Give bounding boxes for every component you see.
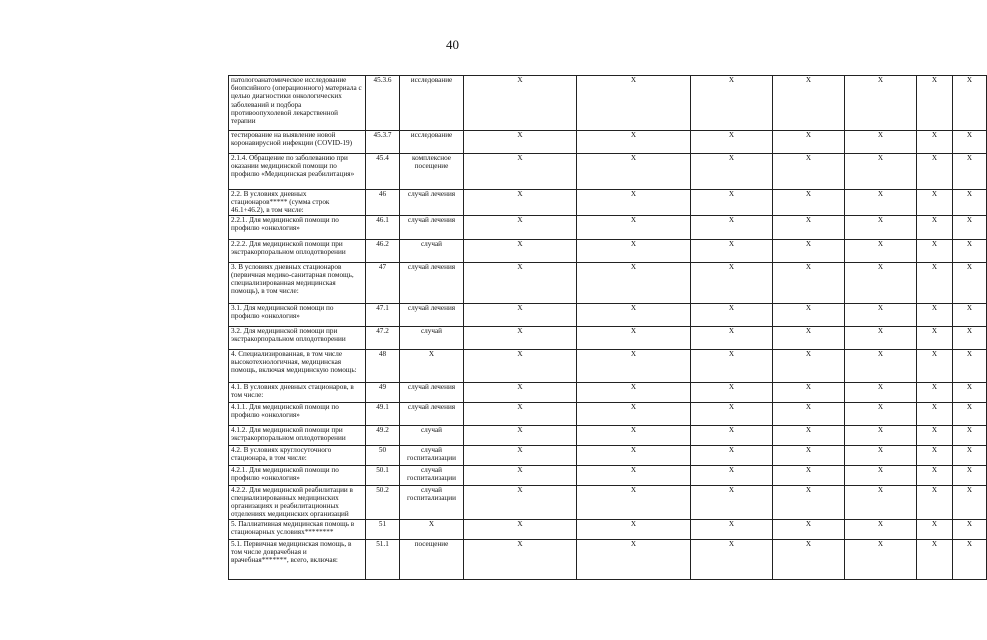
row-value-cell: X: [464, 76, 577, 131]
row-code-cell: 50.1: [366, 465, 400, 485]
row-value-cell: X: [953, 326, 987, 349]
row-value-cell: X: [845, 382, 917, 402]
row-value-cell: X: [577, 262, 691, 303]
row-value-cell: X: [917, 485, 953, 519]
row-value-cell: X: [577, 326, 691, 349]
row-value-cell: X: [917, 349, 953, 382]
row-value-cell: X: [953, 262, 987, 303]
row-value-cell: X: [773, 485, 845, 519]
row-value-cell: X: [917, 382, 953, 402]
row-value-cell: X: [773, 539, 845, 579]
row-value-cell: X: [953, 303, 987, 326]
row-value-cell: X: [773, 445, 845, 465]
row-value-cell: X: [577, 76, 691, 131]
row-value-cell: X: [917, 326, 953, 349]
row-value-cell: X: [691, 154, 773, 190]
row-code-cell: 45.4: [366, 154, 400, 190]
row-value-cell: X: [773, 382, 845, 402]
row-value-cell: X: [773, 402, 845, 425]
row-value-cell: X: [845, 131, 917, 154]
row-value-cell: X: [577, 239, 691, 262]
row-value-cell: X: [917, 76, 953, 131]
row-value-cell: X: [845, 154, 917, 190]
row-code-cell: 50.2: [366, 485, 400, 519]
row-value-cell: X: [464, 349, 577, 382]
row-value-cell: X: [691, 190, 773, 216]
table-row: [229, 303, 987, 326]
row-value-cell: X: [845, 262, 917, 303]
row-name-cell: 4.2.2. Для медицинской реабилитации в специализированных медицинских организациях и реабилитационных отделениях медицинских организаций: [229, 485, 366, 519]
row-value-cell: X: [773, 190, 845, 216]
row-value-cell: X: [691, 76, 773, 131]
table-row: [229, 425, 987, 445]
row-unit-cell: исследование: [400, 76, 464, 131]
row-code-cell: 48: [366, 349, 400, 382]
row-value-cell: X: [773, 262, 845, 303]
row-value-cell: X: [953, 349, 987, 382]
row-unit-cell: случай: [400, 326, 464, 349]
row-name-cell: 2.2. В условиях дневных стационаров***** (сумма строк 46.1+46.2), в том числе:: [229, 190, 366, 216]
row-name-cell: 4. Специализированная, в том числе высокотехнологичная, медицинская помощь, включая медицинскую помощь:: [229, 349, 366, 382]
row-value-cell: X: [691, 382, 773, 402]
row-value-cell: X: [464, 215, 577, 239]
row-name-cell: 2.1.4. Обращение по заболеванию при оказании медицинской помощи по профилю «Медицинская реабилитация»: [229, 154, 366, 190]
row-value-cell: X: [773, 326, 845, 349]
page-number: 40: [446, 37, 459, 52]
row-name-cell: 2.2.2. Для медицинской помощи при экстракорпоральном оплодотворении: [229, 239, 366, 262]
table-row: [229, 76, 987, 131]
row-value-cell: X: [773, 349, 845, 382]
row-value-cell: X: [845, 303, 917, 326]
table-row: [229, 485, 987, 519]
table-row: [229, 154, 987, 190]
row-code-cell: 47.1: [366, 303, 400, 326]
row-unit-cell: случай госпитализации: [400, 465, 464, 485]
table-row: [229, 519, 987, 539]
row-value-cell: X: [691, 239, 773, 262]
row-code-cell: 49.1: [366, 402, 400, 425]
row-value-cell: X: [691, 349, 773, 382]
row-value-cell: X: [577, 154, 691, 190]
row-value-cell: X: [845, 76, 917, 131]
row-value-cell: X: [773, 76, 845, 131]
row-value-cell: X: [691, 485, 773, 519]
row-value-cell: X: [953, 425, 987, 445]
table-row: [229, 262, 987, 303]
row-value-cell: X: [691, 539, 773, 579]
row-unit-cell: случай лечения: [400, 382, 464, 402]
row-value-cell: X: [845, 519, 917, 539]
row-value-cell: X: [691, 215, 773, 239]
row-value-cell: X: [773, 465, 845, 485]
row-code-cell: 46.2: [366, 239, 400, 262]
row-value-cell: X: [845, 239, 917, 262]
row-value-cell: X: [577, 425, 691, 445]
row-code-cell: 47: [366, 262, 400, 303]
row-unit-cell: случай лечения: [400, 215, 464, 239]
row-name-cell: тестирование на выявление новой коронавирусной инфекции (COVID-19): [229, 131, 366, 154]
row-unit-cell: комплексное посещение: [400, 154, 464, 190]
row-value-cell: X: [845, 485, 917, 519]
table-row: [229, 326, 987, 349]
row-value-cell: X: [953, 154, 987, 190]
row-unit-cell: случай: [400, 239, 464, 262]
row-name-cell: 3.1. Для медицинской помощи по профилю «онкология»: [229, 303, 366, 326]
row-unit-cell: посещение: [400, 539, 464, 579]
row-value-cell: X: [577, 465, 691, 485]
row-value-cell: X: [464, 465, 577, 485]
row-code-cell: 45.3.6: [366, 76, 400, 131]
row-unit-cell: X: [400, 519, 464, 539]
row-code-cell: 51.1: [366, 539, 400, 579]
row-value-cell: X: [845, 539, 917, 579]
row-value-cell: X: [464, 485, 577, 519]
row-value-cell: X: [691, 445, 773, 465]
row-value-cell: X: [464, 519, 577, 539]
row-name-cell: 4.2. В условиях круглосуточного стационара, в том числе:: [229, 445, 366, 465]
row-value-cell: X: [691, 262, 773, 303]
row-value-cell: X: [917, 239, 953, 262]
row-code-cell: 46.1: [366, 215, 400, 239]
row-value-cell: X: [691, 131, 773, 154]
row-value-cell: X: [577, 190, 691, 216]
table-row: [229, 382, 987, 402]
row-value-cell: X: [953, 465, 987, 485]
row-value-cell: X: [464, 262, 577, 303]
row-code-cell: 46: [366, 190, 400, 216]
row-value-cell: X: [953, 445, 987, 465]
table-row: [229, 239, 987, 262]
row-value-cell: X: [845, 465, 917, 485]
row-value-cell: X: [691, 425, 773, 445]
row-value-cell: X: [953, 539, 987, 579]
row-name-cell: патологоанатомическое исследование биопсийного (операционного) материала с целью диагностики онкологических заболеваний и подбора противоопухолевой лекарственной терапии: [229, 76, 366, 131]
row-code-cell: 47.2: [366, 326, 400, 349]
row-value-cell: X: [691, 519, 773, 539]
row-code-cell: 51: [366, 519, 400, 539]
row-value-cell: X: [577, 349, 691, 382]
row-value-cell: X: [953, 485, 987, 519]
row-value-cell: X: [691, 465, 773, 485]
data-table: [228, 75, 987, 580]
row-value-cell: X: [917, 154, 953, 190]
row-value-cell: X: [845, 215, 917, 239]
row-value-cell: X: [773, 425, 845, 445]
row-value-cell: X: [464, 190, 577, 216]
row-value-cell: X: [773, 131, 845, 154]
row-value-cell: X: [953, 519, 987, 539]
table-row: [229, 402, 987, 425]
row-value-cell: X: [577, 485, 691, 519]
table-row: [229, 215, 987, 239]
row-code-cell: 45.3.7: [366, 131, 400, 154]
row-value-cell: X: [773, 239, 845, 262]
row-value-cell: X: [577, 215, 691, 239]
row-unit-cell: случай госпитализации: [400, 485, 464, 519]
row-value-cell: X: [577, 382, 691, 402]
row-value-cell: X: [773, 303, 845, 326]
row-value-cell: X: [845, 445, 917, 465]
row-value-cell: X: [464, 239, 577, 262]
row-code-cell: 49: [366, 382, 400, 402]
table-row: [229, 131, 987, 154]
table-row: [229, 539, 987, 579]
row-value-cell: X: [577, 303, 691, 326]
row-value-cell: X: [773, 519, 845, 539]
row-code-cell: 50: [366, 445, 400, 465]
row-value-cell: X: [917, 303, 953, 326]
row-value-cell: X: [953, 131, 987, 154]
row-value-cell: X: [691, 303, 773, 326]
row-value-cell: X: [917, 519, 953, 539]
row-value-cell: X: [464, 382, 577, 402]
row-value-cell: X: [953, 382, 987, 402]
row-unit-cell: случай лечения: [400, 402, 464, 425]
row-value-cell: X: [773, 215, 845, 239]
row-value-cell: X: [577, 402, 691, 425]
row-value-cell: X: [845, 425, 917, 445]
row-value-cell: X: [917, 131, 953, 154]
row-unit-cell: случай лечения: [400, 190, 464, 216]
row-unit-cell: случай лечения: [400, 303, 464, 326]
row-value-cell: X: [953, 76, 987, 131]
row-value-cell: X: [577, 445, 691, 465]
row-value-cell: X: [845, 326, 917, 349]
row-value-cell: X: [917, 215, 953, 239]
row-value-cell: X: [917, 262, 953, 303]
row-value-cell: X: [577, 519, 691, 539]
row-value-cell: X: [917, 425, 953, 445]
table-row: [229, 349, 987, 382]
row-value-cell: X: [464, 539, 577, 579]
row-value-cell: X: [464, 154, 577, 190]
row-value-cell: X: [464, 131, 577, 154]
table-row: [229, 190, 987, 216]
row-value-cell: X: [917, 445, 953, 465]
row-name-cell: 4.1.2. Для медицинской помощи при экстракорпоральном оплодотворении: [229, 425, 366, 445]
row-value-cell: X: [577, 131, 691, 154]
table-row: [229, 465, 987, 485]
row-value-cell: X: [577, 539, 691, 579]
row-value-cell: X: [917, 465, 953, 485]
row-value-cell: X: [917, 539, 953, 579]
row-value-cell: X: [953, 239, 987, 262]
row-value-cell: X: [464, 326, 577, 349]
row-name-cell: 4.1. В условиях дневных стационаров, в том числе:: [229, 382, 366, 402]
row-value-cell: X: [953, 402, 987, 425]
row-value-cell: X: [464, 425, 577, 445]
row-value-cell: X: [773, 154, 845, 190]
row-value-cell: X: [464, 445, 577, 465]
row-value-cell: X: [464, 402, 577, 425]
row-unit-cell: случай госпитализации: [400, 445, 464, 465]
row-value-cell: X: [845, 402, 917, 425]
row-value-cell: X: [691, 402, 773, 425]
row-name-cell: 3. В условиях дневных стационаров (первичная медико-санитарная помощь, специализированная медицинская помощь), в том числе:: [229, 262, 366, 303]
row-value-cell: X: [953, 215, 987, 239]
row-name-cell: 5. Паллиативная медицинская помощь в стационарных условиях********: [229, 519, 366, 539]
row-unit-cell: случай лечения: [400, 262, 464, 303]
row-unit-cell: исследование: [400, 131, 464, 154]
row-value-cell: X: [845, 349, 917, 382]
row-name-cell: 5.1. Первичная медицинская помощь, в том числе доврачебная и врачебная*******, всего, включая:: [229, 539, 366, 579]
row-name-cell: 3.2. Для медицинской помощи при экстракорпоральном оплодотворении: [229, 326, 366, 349]
row-name-cell: 4.2.1. Для медицинской помощи по профилю «онкология»: [229, 465, 366, 485]
row-code-cell: 49.2: [366, 425, 400, 445]
row-value-cell: X: [691, 326, 773, 349]
row-value-cell: X: [845, 190, 917, 216]
row-name-cell: 4.1.1. Для медицинской помощи по профилю «онкология»: [229, 402, 366, 425]
row-value-cell: X: [464, 303, 577, 326]
row-name-cell: 2.2.1. Для медицинской помощи по профилю «онкология»: [229, 215, 366, 239]
row-value-cell: X: [917, 402, 953, 425]
row-unit-cell: X: [400, 349, 464, 382]
row-value-cell: X: [917, 190, 953, 216]
table-row: [229, 445, 987, 465]
row-value-cell: X: [953, 190, 987, 216]
row-unit-cell: случай: [400, 425, 464, 445]
